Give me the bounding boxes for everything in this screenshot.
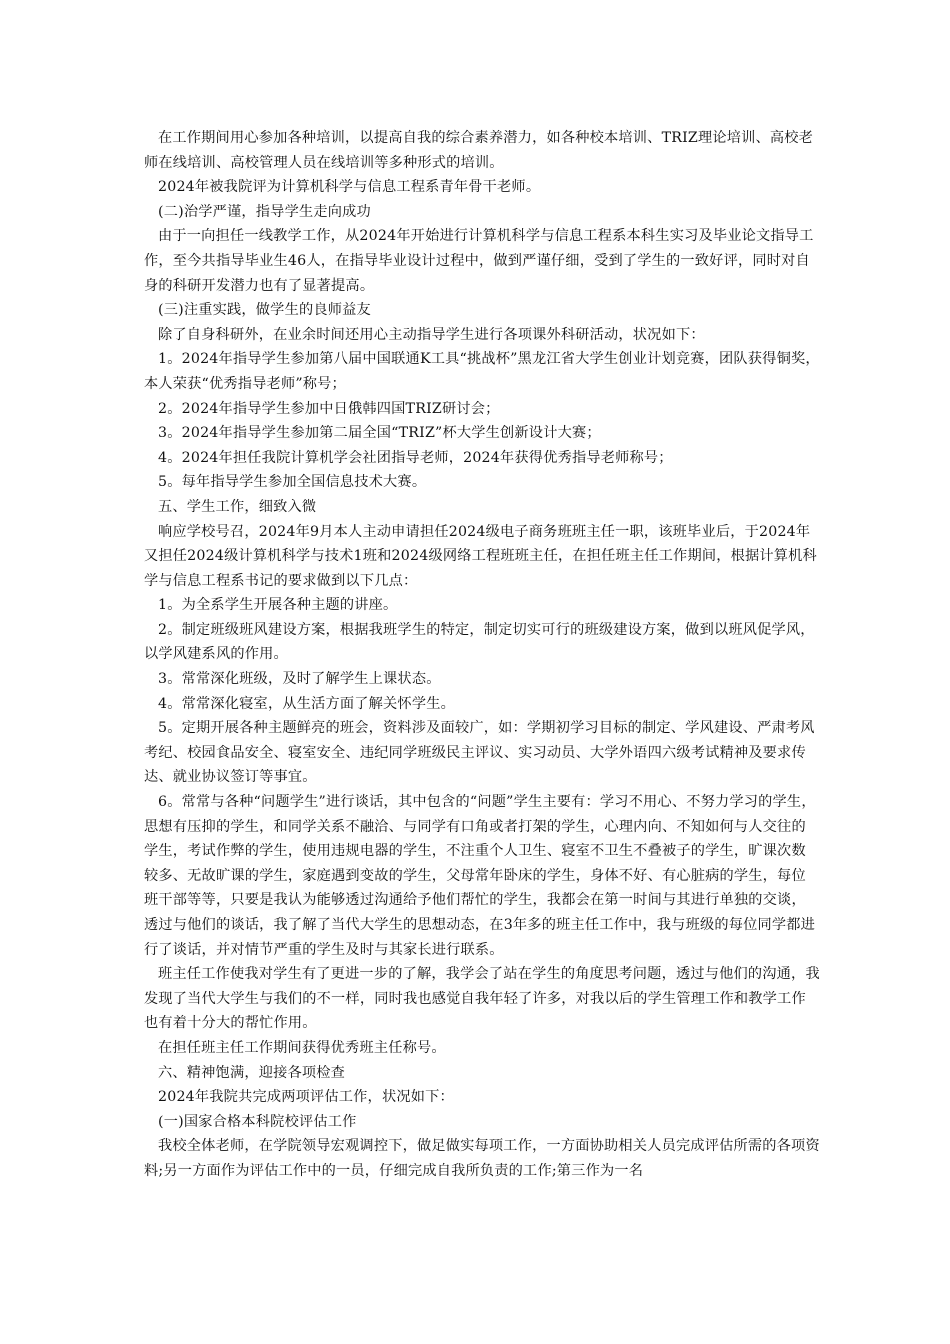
- list-item-challenge-cup: 1。2024年指导学生参加第八届中国联通K工具“挑战杯”黑龙江省大学生创业计划竞赛，团队获得铜奖，本人荣获“优秀指导老师”称号；: [144, 351, 820, 392]
- list-item-dorm-visits: 4。常常深化寝室，从生活方面了解关怀学生。: [158, 695, 455, 712]
- section-heading-practice: (三)注重实践，做学生的良师益友: [158, 302, 371, 319]
- list-item-computer-society: 4。2024年担任我院计算机学会社团指导老师，2024年获得优秀指导老师称号；: [158, 449, 673, 466]
- section-heading-national-evaluation: (一)国家合格本科院校评估工作: [158, 1113, 357, 1130]
- list-item-triz-cup: 3。2024年指导学生参加第二届全国“TRIZ”杯大学生创新设计大赛；: [158, 425, 601, 442]
- document-body: [144, 126, 820, 1184]
- paragraph-evaluation-work: 我校全体老师，在学院领导宏观调控下，做足做实每项工作，一方面协助相关人员完成评估所需的各项资料;另一方面作为评估工作中的一员，仔细完成自我所负责的工作;第三作为一名: [144, 1138, 820, 1179]
- list-item-triz-seminar: 2。2024年指导学生参加中日俄韩四国TRIZ研讨会；: [158, 400, 500, 417]
- list-item-class-visits: 3。常常深化班级，及时了解学生上课状态。: [158, 671, 441, 688]
- list-item-class-culture: 2。制定班级班风建设方案，根据我班学生的特定，制定切实可行的班级建设方案，做到以班风促学风，以学风建系风的作用。: [144, 621, 815, 663]
- paragraph-evaluations-intro: 2024年我院共完成两项评估工作，状况如下：: [158, 1089, 454, 1106]
- section-heading-inspections: 六、精神饱满，迎接各项检查: [158, 1064, 346, 1081]
- list-item-it-contest: 5。每年指导学生参加全国信息技术大赛。: [158, 474, 427, 491]
- section-heading-rigorous-teaching: (二)治学严谨，指导学生走向成功: [158, 203, 371, 220]
- list-item-lectures: 1。为全系学生开展各种主题的讲座。: [158, 597, 398, 614]
- paragraph-thesis-guidance: 由于一向担任一线教学工作，从2024年开始进行计算机科学与信息工程系本科生实习及毕业论文指导工作，至今共指导毕业生46人，在指导毕业设计过程中，做到严谨仔细，受到了学生的一致好评，同时对自身的科研开发潜力也有了显著提高。: [144, 228, 814, 294]
- paragraph-extracurricular-intro: 除了自身科研外，在业余时间还用心主动指导学生进行各项课外科研活动，状况如下：: [158, 326, 705, 343]
- list-item-student-talks: 6。常常与各种“问题学生”进行谈话，其中包含的“问题”学生主要有：学习不用心、不努力学习的学生，思想有压抑的学生，和同学关系不融洽、与同学有口角或者打架的学生，心理内向、不知如何与人交往的学生，考试作弊的学生，使用违规电器的学生，不注重个人卫生、寝室不卫生不叠被子的学生，旷课次数较多、无故旷课的学生，家庭遇到变故的学生，父母常年卧床的学生，身体不好、有心脏病的学生，每位班干部等等，只要是我认为能够透过沟通给予他们帮忙的学生，我都会在第一时间与其进行单独的交谈，透过与他们的谈话，我了解了当代大学生的思想动态，在3年多的班主任工作中，我与班级的每位同学都进行了谈话，并对情节严重的学生及时与其家长进行联系。: [144, 794, 816, 958]
- section-heading-student-work: 五、学生工作，细致入微: [158, 498, 317, 515]
- paragraph-training: 在工作期间用心参加各种培训，以提高自我的综合素养潜力，如各种校本培训、TRIZ理论培训、高校老师在线培训、高校管理人员在线培训等多种形式的培训。: [144, 130, 814, 171]
- paragraph-advisor-reflection: 班主任工作使我对学生有了更进一步的了解，我学会了站在学生的角度思考问题，透过与他们的沟通，我发现了当代大学生与我们的不一样，同时我也感觉自我年轻了许多，对我以后的学生管理工作和教学工作也有着十分大的帮忙作用。: [144, 966, 820, 1032]
- paragraph-advisor-award: 在担任班主任工作期间获得优秀班主任称号。: [158, 1039, 446, 1056]
- paragraph-class-advisor: 响应学校号召，2024年9月本人主动申请担任2024级电子商务班班主任一职，该班毕业后，于2024年又担任2024级计算机科学与技术1班和2024级网络工程班班主任，在担任班主任工作期间，根据计算机科学与信息工程系书记的要求做到以下几点：: [144, 523, 817, 589]
- paragraph-backbone-teacher: 2024年被我院评为计算机科学与信息工程系青年骨干老师。: [158, 179, 541, 196]
- list-item-class-meetings: 5。定期开展各种主题鲜亮的班会，资料涉及面较广，如：学期初学习目标的制定、学风建设、严肃考风考纪、校园食品安全、寝室安全、违纪同学班级民主评议、实习动员、大学外语四六级考试精神及要求传达、就业协议签订等事宜。: [144, 720, 815, 786]
